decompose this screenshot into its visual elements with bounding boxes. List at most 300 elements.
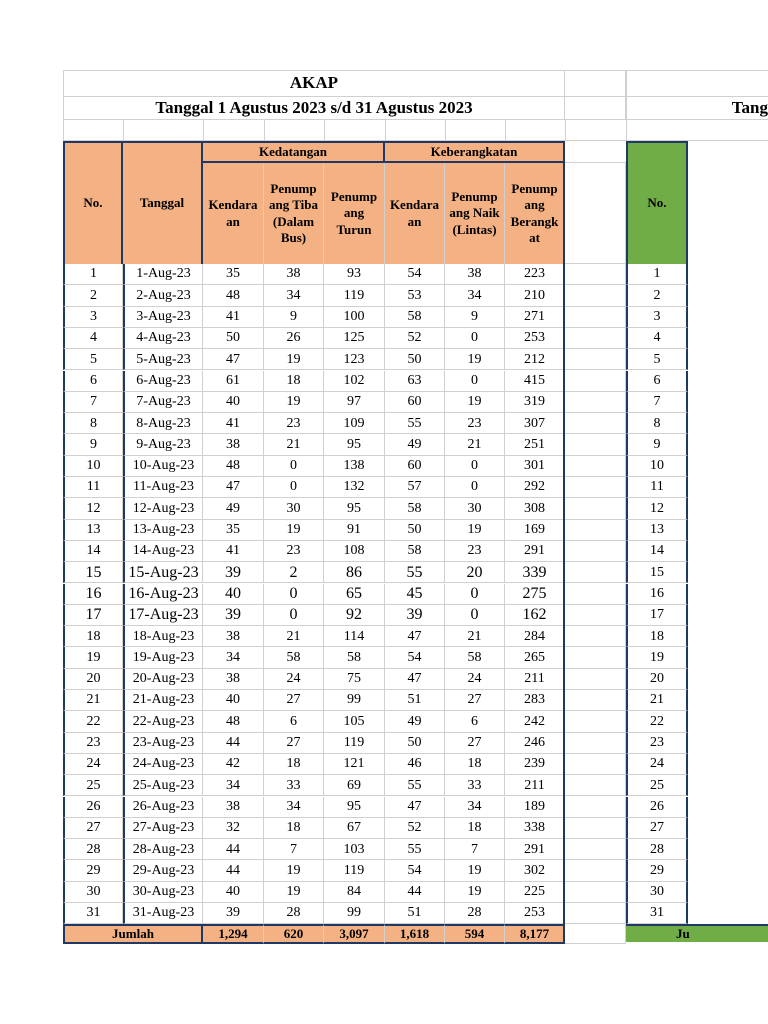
row-keberangkatan-kendaraan[interactable]: 53 <box>385 285 445 306</box>
row-penumpang-turun[interactable]: 92 <box>324 605 385 626</box>
row-keberangkatan-kendaraan[interactable]: 55 <box>385 562 445 583</box>
row-penumpang-turun[interactable]: 95 <box>324 434 385 455</box>
empty-cell[interactable] <box>565 860 626 881</box>
right-row-no[interactable]: 26 <box>626 797 688 818</box>
row-penumpang-tiba[interactable]: 19 <box>264 392 324 413</box>
row-penumpang-tiba[interactable]: 28 <box>264 903 324 924</box>
row-keberangkatan-kendaraan[interactable]: 58 <box>385 307 445 328</box>
empty-cell[interactable] <box>203 120 264 141</box>
row-penumpang-turun[interactable]: 91 <box>324 520 385 541</box>
empty-cell[interactable] <box>565 141 626 163</box>
row-penumpang-berangkat[interactable]: 265 <box>505 647 565 668</box>
row-keberangkatan-kendaraan[interactable]: 50 <box>385 349 445 370</box>
row-kedatangan-kendaraan[interactable]: 35 <box>203 520 264 541</box>
row-penumpang-berangkat[interactable]: 338 <box>505 818 565 839</box>
row-date[interactable]: 14-Aug-23 <box>123 541 203 562</box>
row-penumpang-berangkat[interactable]: 271 <box>505 307 565 328</box>
row-date[interactable]: 19-Aug-23 <box>123 647 203 668</box>
row-kedatangan-kendaraan[interactable]: 44 <box>203 860 264 881</box>
row-no[interactable]: 24 <box>63 754 123 775</box>
row-kedatangan-kendaraan[interactable]: 47 <box>203 477 264 498</box>
row-no[interactable]: 14 <box>63 541 123 562</box>
header-keberangkatan-kendaraan[interactable]: Kendara an <box>385 163 445 264</box>
row-penumpang-turun[interactable]: 99 <box>324 903 385 924</box>
row-penumpang-tiba[interactable]: 26 <box>264 328 324 349</box>
row-penumpang-tiba[interactable]: 0 <box>264 605 324 626</box>
right-row-no[interactable]: 14 <box>626 541 688 562</box>
row-kedatangan-kendaraan[interactable]: 32 <box>203 818 264 839</box>
row-kedatangan-kendaraan[interactable]: 38 <box>203 434 264 455</box>
row-no[interactable]: 6 <box>63 371 123 392</box>
row-no[interactable]: 12 <box>63 498 123 519</box>
empty-cell[interactable] <box>565 434 626 455</box>
empty-cell[interactable] <box>565 584 626 605</box>
row-penumpang-naik[interactable]: 9 <box>445 307 505 328</box>
row-penumpang-naik[interactable]: 33 <box>445 775 505 796</box>
row-keberangkatan-kendaraan[interactable]: 57 <box>385 477 445 498</box>
row-kedatangan-kendaraan[interactable]: 48 <box>203 711 264 732</box>
row-date[interactable]: 15-Aug-23 <box>123 562 203 583</box>
row-keberangkatan-kendaraan[interactable]: 63 <box>385 371 445 392</box>
row-kedatangan-kendaraan[interactable]: 34 <box>203 647 264 668</box>
row-kedatangan-kendaraan[interactable]: 44 <box>203 733 264 754</box>
row-no[interactable]: 1 <box>63 264 123 285</box>
row-penumpang-turun[interactable]: 102 <box>324 371 385 392</box>
right-row-no[interactable]: 7 <box>626 392 688 413</box>
row-no[interactable]: 4 <box>63 328 123 349</box>
row-no[interactable]: 22 <box>63 711 123 732</box>
row-date[interactable]: 28-Aug-23 <box>123 839 203 860</box>
row-penumpang-naik[interactable]: 18 <box>445 818 505 839</box>
row-penumpang-berangkat[interactable]: 415 <box>505 371 565 392</box>
row-penumpang-tiba[interactable]: 21 <box>264 626 324 647</box>
empty-cell[interactable] <box>565 797 626 818</box>
header-kedatangan-penumpang-turun[interactable]: Penump ang Turun <box>324 163 385 264</box>
row-penumpang-naik[interactable]: 0 <box>445 328 505 349</box>
row-date[interactable]: 5-Aug-23 <box>123 349 203 370</box>
empty-cell[interactable] <box>565 647 626 668</box>
empty-cell[interactable] <box>565 903 626 924</box>
row-keberangkatan-kendaraan[interactable]: 52 <box>385 328 445 349</box>
empty-cell[interactable] <box>565 733 626 754</box>
empty-cell[interactable] <box>626 120 768 141</box>
row-date[interactable]: 24-Aug-23 <box>123 754 203 775</box>
row-penumpang-berangkat[interactable]: 246 <box>505 733 565 754</box>
empty-cell[interactable] <box>565 70 626 96</box>
empty-cell[interactable] <box>565 307 626 328</box>
row-no[interactable]: 9 <box>63 434 123 455</box>
row-penumpang-turun[interactable]: 132 <box>324 477 385 498</box>
row-kedatangan-kendaraan[interactable]: 50 <box>203 328 264 349</box>
row-penumpang-turun[interactable]: 114 <box>324 626 385 647</box>
row-no[interactable]: 31 <box>63 903 123 924</box>
row-penumpang-tiba[interactable]: 24 <box>264 669 324 690</box>
total-tiba[interactable]: 620 <box>264 924 324 944</box>
row-date[interactable]: 29-Aug-23 <box>123 860 203 881</box>
row-penumpang-turun[interactable]: 119 <box>324 733 385 754</box>
row-penumpang-naik[interactable]: 7 <box>445 839 505 860</box>
row-penumpang-berangkat[interactable]: 189 <box>505 797 565 818</box>
row-penumpang-tiba[interactable]: 23 <box>264 413 324 434</box>
total-kb[interactable]: 1,618 <box>385 924 445 944</box>
row-penumpang-naik[interactable]: 19 <box>445 882 505 903</box>
row-keberangkatan-kendaraan[interactable]: 51 <box>385 690 445 711</box>
empty-cell[interactable] <box>565 690 626 711</box>
row-penumpang-berangkat[interactable]: 302 <box>505 860 565 881</box>
right-row-no[interactable]: 12 <box>626 498 688 519</box>
row-penumpang-berangkat[interactable]: 292 <box>505 477 565 498</box>
row-penumpang-naik[interactable]: 30 <box>445 498 505 519</box>
row-keberangkatan-kendaraan[interactable]: 47 <box>385 626 445 647</box>
row-kedatangan-kendaraan[interactable]: 35 <box>203 264 264 285</box>
row-no[interactable]: 28 <box>63 839 123 860</box>
row-date[interactable]: 31-Aug-23 <box>123 903 203 924</box>
row-penumpang-tiba[interactable]: 34 <box>264 797 324 818</box>
row-penumpang-turun[interactable]: 97 <box>324 392 385 413</box>
row-penumpang-naik[interactable]: 0 <box>445 584 505 605</box>
row-penumpang-tiba[interactable]: 6 <box>264 711 324 732</box>
row-penumpang-naik[interactable]: 27 <box>445 733 505 754</box>
empty-cell[interactable] <box>565 882 626 903</box>
row-penumpang-naik[interactable]: 6 <box>445 711 505 732</box>
row-penumpang-tiba[interactable]: 19 <box>264 860 324 881</box>
total-kd[interactable]: 1,294 <box>203 924 264 944</box>
row-date[interactable]: 20-Aug-23 <box>123 669 203 690</box>
row-no[interactable]: 26 <box>63 797 123 818</box>
empty-cell[interactable] <box>565 924 626 944</box>
right-row-no[interactable]: 1 <box>626 264 688 285</box>
row-no[interactable]: 27 <box>63 818 123 839</box>
empty-cell[interactable] <box>565 498 626 519</box>
empty-cell[interactable] <box>565 413 626 434</box>
row-penumpang-tiba[interactable]: 0 <box>264 477 324 498</box>
row-no[interactable]: 8 <box>63 413 123 434</box>
empty-cell[interactable] <box>626 70 768 96</box>
row-penumpang-naik[interactable]: 0 <box>445 477 505 498</box>
row-penumpang-turun[interactable]: 100 <box>324 307 385 328</box>
row-penumpang-turun[interactable]: 123 <box>324 349 385 370</box>
row-penumpang-tiba[interactable]: 0 <box>264 584 324 605</box>
row-no[interactable]: 30 <box>63 882 123 903</box>
row-keberangkatan-kendaraan[interactable]: 47 <box>385 797 445 818</box>
row-penumpang-turun[interactable]: 99 <box>324 690 385 711</box>
row-penumpang-turun[interactable]: 121 <box>324 754 385 775</box>
row-keberangkatan-kendaraan[interactable]: 51 <box>385 903 445 924</box>
right-row-no[interactable]: 19 <box>626 647 688 668</box>
row-no[interactable]: 29 <box>63 860 123 881</box>
row-keberangkatan-kendaraan[interactable]: 54 <box>385 647 445 668</box>
row-penumpang-berangkat[interactable]: 253 <box>505 328 565 349</box>
row-penumpang-tiba[interactable]: 19 <box>264 349 324 370</box>
row-kedatangan-kendaraan[interactable]: 41 <box>203 307 264 328</box>
row-date[interactable]: 16-Aug-23 <box>123 584 203 605</box>
right-row-no[interactable]: 31 <box>626 903 688 924</box>
row-keberangkatan-kendaraan[interactable]: 49 <box>385 711 445 732</box>
row-penumpang-turun[interactable]: 67 <box>324 818 385 839</box>
row-no[interactable]: 5 <box>63 349 123 370</box>
row-date[interactable]: 30-Aug-23 <box>123 882 203 903</box>
row-keberangkatan-kendaraan[interactable]: 60 <box>385 456 445 477</box>
empty-cell[interactable] <box>445 120 505 141</box>
empty-cell[interactable] <box>565 477 626 498</box>
row-kedatangan-kendaraan[interactable]: 38 <box>203 669 264 690</box>
right-row-no[interactable]: 23 <box>626 733 688 754</box>
right-row-no[interactable]: 16 <box>626 584 688 605</box>
row-date[interactable]: 4-Aug-23 <box>123 328 203 349</box>
right-row-no[interactable]: 2 <box>626 285 688 306</box>
row-penumpang-tiba[interactable]: 2 <box>264 562 324 583</box>
row-penumpang-naik[interactable]: 28 <box>445 903 505 924</box>
row-kedatangan-kendaraan[interactable]: 41 <box>203 413 264 434</box>
right-row-no[interactable]: 8 <box>626 413 688 434</box>
right-row-no[interactable]: 20 <box>626 669 688 690</box>
empty-cell[interactable] <box>565 349 626 370</box>
row-penumpang-berangkat[interactable]: 291 <box>505 839 565 860</box>
row-kedatangan-kendaraan[interactable]: 48 <box>203 456 264 477</box>
row-keberangkatan-kendaraan[interactable]: 54 <box>385 264 445 285</box>
row-no[interactable]: 7 <box>63 392 123 413</box>
row-keberangkatan-kendaraan[interactable]: 54 <box>385 860 445 881</box>
right-row-no[interactable]: 6 <box>626 371 688 392</box>
row-date[interactable]: 27-Aug-23 <box>123 818 203 839</box>
empty-cell[interactable] <box>565 839 626 860</box>
row-date[interactable]: 7-Aug-23 <box>123 392 203 413</box>
row-penumpang-naik[interactable]: 23 <box>445 413 505 434</box>
row-kedatangan-kendaraan[interactable]: 38 <box>203 797 264 818</box>
right-row-no[interactable]: 27 <box>626 818 688 839</box>
empty-cell[interactable] <box>565 818 626 839</box>
row-penumpang-tiba[interactable]: 34 <box>264 285 324 306</box>
row-kedatangan-kendaraan[interactable]: 39 <box>203 903 264 924</box>
empty-cell[interactable] <box>565 163 626 264</box>
row-date[interactable]: 18-Aug-23 <box>123 626 203 647</box>
empty-cell[interactable] <box>505 120 565 141</box>
header-keberangkatan-penumpang-berangkat[interactable]: Penump ang Berangk at <box>505 163 565 264</box>
row-penumpang-naik[interactable]: 38 <box>445 264 505 285</box>
row-penumpang-berangkat[interactable]: 211 <box>505 775 565 796</box>
row-penumpang-naik[interactable]: 21 <box>445 626 505 647</box>
right-row-no[interactable]: 22 <box>626 711 688 732</box>
right-row-no[interactable]: 24 <box>626 754 688 775</box>
header-keberangkatan-penumpang-naik[interactable]: Penump ang Naik (Lintas) <box>445 163 505 264</box>
total-naik[interactable]: 594 <box>445 924 505 944</box>
empty-cell[interactable] <box>565 285 626 306</box>
row-penumpang-tiba[interactable]: 58 <box>264 647 324 668</box>
row-penumpang-berangkat[interactable]: 275 <box>505 584 565 605</box>
row-keberangkatan-kendaraan[interactable]: 58 <box>385 541 445 562</box>
row-penumpang-turun[interactable]: 105 <box>324 711 385 732</box>
row-penumpang-tiba[interactable]: 18 <box>264 754 324 775</box>
row-date[interactable]: 6-Aug-23 <box>123 371 203 392</box>
row-keberangkatan-kendaraan[interactable]: 49 <box>385 434 445 455</box>
empty-cell[interactable] <box>63 120 123 141</box>
row-date[interactable]: 26-Aug-23 <box>123 797 203 818</box>
row-kedatangan-kendaraan[interactable]: 48 <box>203 285 264 306</box>
row-no[interactable]: 2 <box>63 285 123 306</box>
row-keberangkatan-kendaraan[interactable]: 47 <box>385 669 445 690</box>
right-row-no[interactable]: 28 <box>626 839 688 860</box>
row-penumpang-berangkat[interactable]: 225 <box>505 882 565 903</box>
empty-cell[interactable] <box>324 120 385 141</box>
row-penumpang-naik[interactable]: 58 <box>445 647 505 668</box>
empty-cell[interactable] <box>565 371 626 392</box>
right-row-no[interactable]: 9 <box>626 434 688 455</box>
row-date[interactable]: 13-Aug-23 <box>123 520 203 541</box>
empty-cell[interactable] <box>565 669 626 690</box>
row-keberangkatan-kendaraan[interactable]: 50 <box>385 520 445 541</box>
row-penumpang-turun[interactable]: 93 <box>324 264 385 285</box>
row-penumpang-turun[interactable]: 119 <box>324 860 385 881</box>
row-penumpang-tiba[interactable]: 23 <box>264 541 324 562</box>
row-penumpang-berangkat[interactable]: 301 <box>505 456 565 477</box>
row-keberangkatan-kendaraan[interactable]: 39 <box>385 605 445 626</box>
row-penumpang-naik[interactable]: 19 <box>445 392 505 413</box>
row-penumpang-turun[interactable]: 86 <box>324 562 385 583</box>
row-keberangkatan-kendaraan[interactable]: 58 <box>385 498 445 519</box>
empty-cell[interactable] <box>565 626 626 647</box>
row-penumpang-naik[interactable]: 19 <box>445 520 505 541</box>
row-no[interactable]: 11 <box>63 477 123 498</box>
right-row-no[interactable]: 17 <box>626 605 688 626</box>
row-date[interactable]: 9-Aug-23 <box>123 434 203 455</box>
row-penumpang-berangkat[interactable]: 283 <box>505 690 565 711</box>
row-no[interactable]: 17 <box>63 605 123 626</box>
row-penumpang-tiba[interactable]: 7 <box>264 839 324 860</box>
right-row-no[interactable]: 25 <box>626 775 688 796</box>
row-penumpang-berangkat[interactable]: 239 <box>505 754 565 775</box>
header-group-keberangkatan[interactable]: Keberangkatan <box>385 141 565 163</box>
right-row-no[interactable]: 18 <box>626 626 688 647</box>
row-penumpang-tiba[interactable]: 38 <box>264 264 324 285</box>
row-penumpang-berangkat[interactable]: 308 <box>505 498 565 519</box>
row-penumpang-naik[interactable]: 0 <box>445 456 505 477</box>
right-row-no[interactable]: 4 <box>626 328 688 349</box>
row-penumpang-naik[interactable]: 0 <box>445 371 505 392</box>
right-row-no[interactable]: 15 <box>626 562 688 583</box>
row-no[interactable]: 21 <box>63 690 123 711</box>
row-date[interactable]: 2-Aug-23 <box>123 285 203 306</box>
row-penumpang-berangkat[interactable]: 284 <box>505 626 565 647</box>
empty-cell[interactable] <box>385 120 445 141</box>
right-row-no[interactable]: 10 <box>626 456 688 477</box>
row-penumpang-naik[interactable]: 34 <box>445 285 505 306</box>
right-row-no[interactable]: 5 <box>626 349 688 370</box>
row-kedatangan-kendaraan[interactable]: 34 <box>203 775 264 796</box>
row-keberangkatan-kendaraan[interactable]: 46 <box>385 754 445 775</box>
row-penumpang-turun[interactable]: 95 <box>324 797 385 818</box>
empty-cell[interactable] <box>565 775 626 796</box>
row-penumpang-naik[interactable]: 24 <box>445 669 505 690</box>
header-group-kedatangan[interactable]: Kedatangan <box>203 141 385 163</box>
empty-cell[interactable] <box>565 264 626 285</box>
row-penumpang-berangkat[interactable]: 339 <box>505 562 565 583</box>
empty-cell[interactable] <box>565 520 626 541</box>
row-penumpang-turun[interactable]: 69 <box>324 775 385 796</box>
row-penumpang-turun[interactable]: 65 <box>324 584 385 605</box>
empty-cell[interactable] <box>565 562 626 583</box>
total-brkt[interactable]: 8,177 <box>505 924 565 944</box>
empty-cell[interactable] <box>565 711 626 732</box>
row-date[interactable]: 12-Aug-23 <box>123 498 203 519</box>
right-subtitle-fragment[interactable]: Tang <box>626 96 768 120</box>
row-penumpang-turun[interactable]: 75 <box>324 669 385 690</box>
right-row-no[interactable]: 13 <box>626 520 688 541</box>
row-kedatangan-kendaraan[interactable]: 40 <box>203 584 264 605</box>
row-kedatangan-kendaraan[interactable]: 41 <box>203 541 264 562</box>
row-date[interactable]: 8-Aug-23 <box>123 413 203 434</box>
row-keberangkatan-kendaraan[interactable]: 45 <box>385 584 445 605</box>
empty-cell[interactable] <box>565 605 626 626</box>
row-penumpang-berangkat[interactable]: 210 <box>505 285 565 306</box>
row-no[interactable]: 18 <box>63 626 123 647</box>
row-penumpang-tiba[interactable]: 33 <box>264 775 324 796</box>
empty-cell[interactable] <box>565 392 626 413</box>
empty-cell[interactable] <box>264 120 324 141</box>
row-penumpang-berangkat[interactable]: 162 <box>505 605 565 626</box>
row-kedatangan-kendaraan[interactable]: 61 <box>203 371 264 392</box>
row-penumpang-tiba[interactable]: 9 <box>264 307 324 328</box>
right-row-no[interactable]: 30 <box>626 882 688 903</box>
right-total-fragment[interactable]: Ju <box>626 924 768 942</box>
right-header-no[interactable]: No. <box>626 141 688 264</box>
row-date[interactable]: 10-Aug-23 <box>123 456 203 477</box>
row-date[interactable]: 11-Aug-23 <box>123 477 203 498</box>
empty-cell[interactable] <box>565 754 626 775</box>
row-penumpang-tiba[interactable]: 30 <box>264 498 324 519</box>
row-kedatangan-kendaraan[interactable]: 42 <box>203 754 264 775</box>
row-no[interactable]: 3 <box>63 307 123 328</box>
row-kedatangan-kendaraan[interactable]: 38 <box>203 626 264 647</box>
row-penumpang-tiba[interactable]: 27 <box>264 733 324 754</box>
sheet-subtitle[interactable]: Tanggal 1 Agustus 2023 s/d 31 Agustus 2023 <box>63 96 565 120</box>
row-date[interactable]: 25-Aug-23 <box>123 775 203 796</box>
row-penumpang-berangkat[interactable]: 253 <box>505 903 565 924</box>
row-no[interactable]: 23 <box>63 733 123 754</box>
total-label[interactable]: Jumlah <box>63 924 203 944</box>
row-penumpang-naik[interactable]: 21 <box>445 434 505 455</box>
empty-cell[interactable] <box>565 328 626 349</box>
row-penumpang-naik[interactable]: 23 <box>445 541 505 562</box>
row-penumpang-berangkat[interactable]: 251 <box>505 434 565 455</box>
row-penumpang-tiba[interactable]: 19 <box>264 520 324 541</box>
row-penumpang-berangkat[interactable]: 169 <box>505 520 565 541</box>
row-no[interactable]: 20 <box>63 669 123 690</box>
row-penumpang-naik[interactable]: 27 <box>445 690 505 711</box>
row-kedatangan-kendaraan[interactable]: 40 <box>203 690 264 711</box>
row-no[interactable]: 19 <box>63 647 123 668</box>
row-keberangkatan-kendaraan[interactable]: 55 <box>385 839 445 860</box>
row-penumpang-naik[interactable]: 34 <box>445 797 505 818</box>
empty-cell[interactable] <box>565 120 626 141</box>
row-date[interactable]: 22-Aug-23 <box>123 711 203 732</box>
row-penumpang-turun[interactable]: 109 <box>324 413 385 434</box>
row-penumpang-berangkat[interactable]: 242 <box>505 711 565 732</box>
row-penumpang-turun[interactable]: 108 <box>324 541 385 562</box>
right-row-no[interactable]: 3 <box>626 307 688 328</box>
row-kedatangan-kendaraan[interactable]: 39 <box>203 562 264 583</box>
row-date[interactable]: 23-Aug-23 <box>123 733 203 754</box>
row-penumpang-tiba[interactable]: 0 <box>264 456 324 477</box>
row-keberangkatan-kendaraan[interactable]: 60 <box>385 392 445 413</box>
header-tanggal[interactable]: Tanggal <box>123 141 203 264</box>
row-penumpang-turun[interactable]: 103 <box>324 839 385 860</box>
row-keberangkatan-kendaraan[interactable]: 52 <box>385 818 445 839</box>
row-penumpang-tiba[interactable]: 18 <box>264 818 324 839</box>
row-penumpang-berangkat[interactable]: 211 <box>505 669 565 690</box>
row-penumpang-turun[interactable]: 138 <box>324 456 385 477</box>
row-penumpang-berangkat[interactable]: 307 <box>505 413 565 434</box>
header-kedatangan-kendaraan[interactable]: Kendara an <box>203 163 264 264</box>
